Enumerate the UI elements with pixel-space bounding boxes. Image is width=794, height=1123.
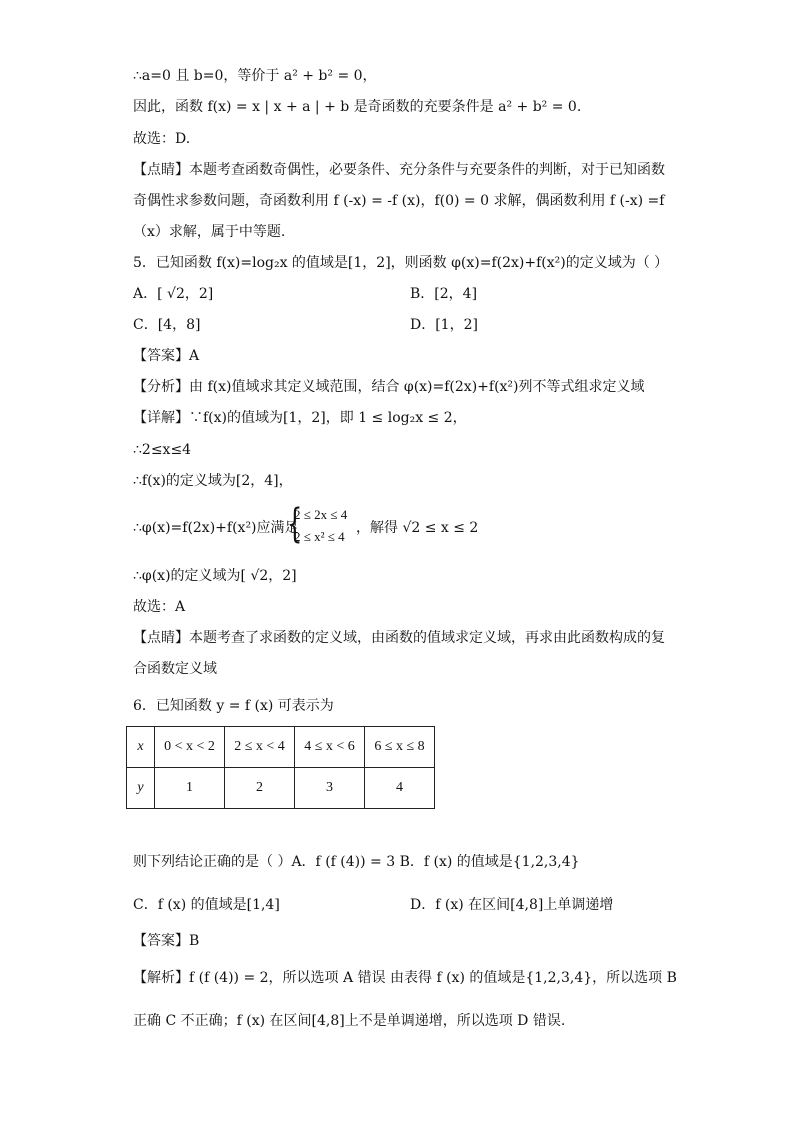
option-c: C．[4，8] <box>133 317 201 333</box>
option-a: A．[ √2，2] <box>133 286 214 302</box>
detail-line: ∴φ(x)=f(2x)+f(x²)应满足 <box>133 520 299 536</box>
table-cell: 2 ≤ x < 4 <box>225 727 295 768</box>
system-line: 2 ≤ 2x ≤ 4 <box>294 507 348 522</box>
answer-line: 【答案】B <box>133 933 200 949</box>
options-line: 则下列结论正确的是（ ）A．f (f (4)) = 3 B．f (x) 的值域是{1,2,3,4} <box>133 854 580 870</box>
table-cell: 0 < x < 2 <box>155 727 225 768</box>
explain-line: 正确 C 不正确；f (x) 在区间[4,8]上不是单调递增，所以选项 D 错误. <box>133 1013 566 1029</box>
text-line: 因此，函数 f(x) = x | x + a | + b 是奇函数的充要条件是 a² + b² = 0. <box>133 99 582 115</box>
comment-text: 本题考查函数奇偶性，必要条件、充分条件与充要条件的判断，对于已知函数 <box>189 162 665 178</box>
detail-line: ∴φ(x)的定义域为[ √2，2] <box>133 568 297 584</box>
option-d: D．[1，2] <box>410 317 478 333</box>
table-row <box>127 727 435 768</box>
text-line: ∴a=0 且 b=0，等价于 a² + b² = 0， <box>133 68 377 84</box>
comment-line: 【点睛】本题考查了求函数的定义域，由函数的值域求定义域，再求由此函数构成的复 <box>133 630 665 646</box>
table-cell: 3 <box>295 768 365 809</box>
table-cell: 4 ≤ x < 6 <box>295 727 365 768</box>
system-line: 2 ≤ x² ≤ 4 <box>294 529 345 544</box>
text-line: 故选：D. <box>133 131 191 147</box>
detail-line: ∴f(x)的定义域为[2，4]， <box>133 473 293 489</box>
table-cell: x <box>127 727 155 768</box>
choose-line: 故选：A <box>133 599 186 615</box>
option-b: B．[2，4] <box>410 286 478 302</box>
detail-line: ∴2≤x≤4 <box>133 442 192 458</box>
text-line: （x）求解，属于中等题. <box>133 224 286 240</box>
comment-tag: 【点睛】 <box>133 162 189 178</box>
table-row <box>127 768 435 809</box>
option-d: D．f (x) 在区间[4,8]上单调递增 <box>410 897 614 913</box>
table-cell: 6 ≤ x ≤ 8 <box>365 727 435 768</box>
comment-line: 合函数定义域 <box>133 661 217 677</box>
value-table <box>126 726 435 809</box>
table-cell: 2 <box>225 768 295 809</box>
analysis-line: 【分析】由 f(x)值域求其定义域范围，结合 φ(x)=f(2x)+f(x²)列不等式组求定义域 <box>133 379 645 395</box>
table-cell: 1 <box>155 768 225 809</box>
question-6-stem: 6．已知函数 y = f (x) 可表示为 <box>133 698 334 714</box>
brace-icon: { <box>287 501 303 547</box>
question-5-stem: 5．已知函数 f(x)=log₂x 的值域是[1，2]，则函数 φ(x)=f(2x)+f(x²)的定义域为（ ） <box>133 255 669 271</box>
table-cell: y <box>127 768 155 809</box>
answer-line: 【答案】A <box>133 348 200 364</box>
explain-line: 【解析】f (f (4)) = 2，所以选项 A 错误 由表得 f (x) 的值域是{1,2,3,4}，所以选项 B <box>133 970 677 986</box>
option-c: C．f (x) 的值域是[1,4] <box>133 897 280 913</box>
table-cell: 4 <box>365 768 435 809</box>
detail-line: 【详解】∵f(x)的值域为[1，2]，即 1 ≤ log₂x ≤ 2， <box>133 410 467 426</box>
comment-line <box>133 160 665 180</box>
detail-line: ，解得 √2 ≤ x ≤ 2 <box>356 520 479 536</box>
text-line: 奇偶性求参数问题，奇函数利用 f (-x) = -f (x)，f(0) = 0 求解，偶函数利用 f (-x) =f <box>133 193 665 209</box>
